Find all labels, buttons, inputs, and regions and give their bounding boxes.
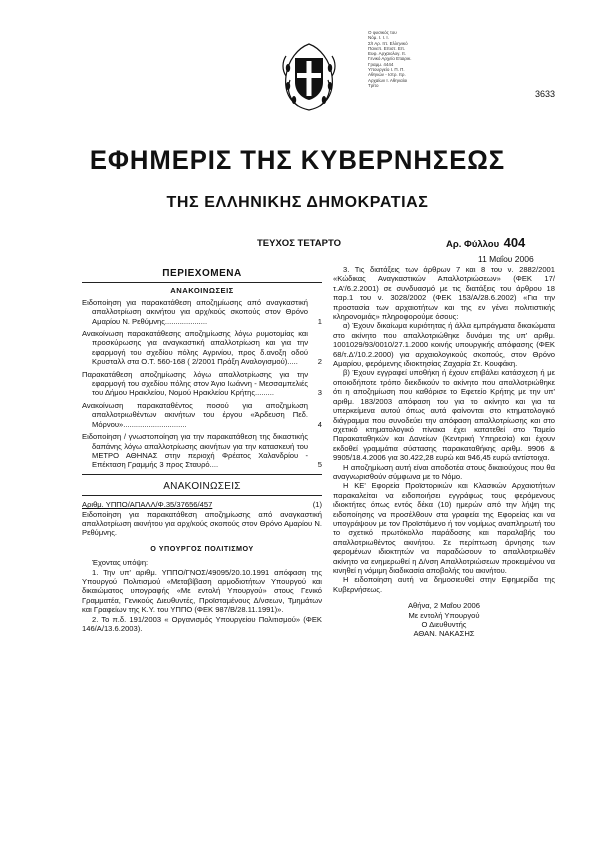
notice-heading: ΑΝΑΚΟΙΝΩΣΕΙΣ (163, 480, 241, 492)
notice-ref-index: (1) (312, 500, 322, 510)
having-regard: Έχοντας υπόψη: (92, 558, 149, 568)
toc-heading: ΠΕΡΙΕΧΟΜΕΝΑ (162, 268, 242, 279)
sheet-number: 404 (503, 235, 526, 250)
toc-item[interactable]: Ανακοίνωση παρακατάθεσης αποζημίωσης λόγω ρυμοτομίας και προσκύρωσης για αναγκαστική απαλλοτρίωση και για την εφαρμογή του σχεδίου πόλης Αγρινίου, προς δ.ανοξη οδού Κρυσταλλ στα Ο.Τ. 560-168 ( 2/2001 Πράξη Αναλογισμού)..... 2 (82, 329, 322, 367)
gazette-masthead: ΕΦΗΜΕΡΙΣ ΤΗΣ ΚΥΒΕΡΝΗΣΕΩΣ (89, 145, 506, 175)
signature-place-date: Αθήνα, 2 Μαΐου 2006 (407, 601, 481, 611)
issue-part: ΤΕΥΧΟΣ ΤΕΤΑΡΤΟ (257, 238, 341, 249)
right-paragraph: Η ειδοποίηση αυτή να δημοσιευθεί στην Εφημερίδα της Κυβερνήσεως. (333, 575, 555, 594)
signature-block (333, 601, 555, 639)
minister-heading: Ο ΥΠΟΥΡΓΟΣ ΠΟΛΙΤΙΣΜΟΥ (150, 543, 254, 553)
national-emblem (280, 40, 338, 112)
toc-item[interactable]: Ειδοποίηση για παρακατάθεση αποζημίωσης από αναγκαστική απαλλοτρίωση ακινήτου για αρχ/κούς σκοπούς στον Θρόνο Αμαρίου Ν. Ρεθύμνης.................... 1 (82, 297, 322, 326)
right-paragraph: α) Έχουν δικαίωμα κυριότητας ή άλλα εμπράγματα δικαιώματα στο ακίνητο που απαλλοτριώθηκε δυνάμει της υπ' αριθμ. 1001029/93/0010/27.1.2000 κοινής υπουργικής απόφασης (ΦΕΚ 68/τ.Δ'/10.2.2000) για αρχαιολογικούς σκοπούς, στον Θρόνο Αμαρίου, φερόμενης ιδιοκτησίας Ζαχαρία Στ. Κουφάκη. (333, 321, 555, 369)
right-paragraph: Η ΚΕ' Εφορεία Προϊστορικών και Κλασικών Αρχαιοτήτων παρακαλείται να ειδοποιήσει εγγράφως τους φερόμενους ιδιοκτήτες όπως εντός δέκα (10) ημερών από την λήψη της ειδοποίησης να προσέλθουν στα γραφεία της Εφορείας και να υπογράψουν με τον Προϊστάμενο ή τον νομίμως αναπληρωτή του το σχετικό πρωτόκολλο παράδοσης και παραλαβής του απαλλοτριωθέντος ακινήτου. Σε περίπτωση άρνησης των φερομένων ιδιοκτητών να παραδώσουν το απαλλοτριωθέν ακίνητο να ενημερωθεί η Δ/νση Απαλλοτριώσεων προκειμένου να κινηθεί η νόμιμη διαδικασία αποβολής του ακινήτου. (333, 481, 555, 575)
left-paragraph: 1. Την υπ' αριθμ. ΥΠΠΟ/ΓΝΟΣ/49095/20.10.1991 απόφαση της Υπουργού Πολιτισμού «Μεταβίβαση αρμοδιοτήτων Υπουργού και δικαιώματος υπογραφής «Με εντολή Υπουργού» στους Γενικό Γραμματέα, Γενικούς Διευθυντές, Προϊσταμένους Δ/νσεων, Τμημάτων και Γραφείων της Κ.Υ. του ΥΠΠΟ (ΦΕΚ 987/Β/28.11.1991)». (82, 567, 322, 615)
left-paragraph: 2. Το π.δ. 191/2003 « Οργανισμός Υπουργείου Πολιτισμού» (ΦΕΚ 146/Α/13.6.2003). (82, 614, 322, 633)
toc-section: ΑΝΑΚΟΙΝΩΣΕΙΣ (170, 286, 234, 296)
notice-ref (82, 500, 322, 509)
signature-name: ΑΘΑΝ. ΝΑΚΑΣΗΣ (413, 629, 475, 639)
signature-title: Ο Διευθυντής (421, 620, 467, 630)
sheet-label: Αρ. Φύλλου (446, 239, 500, 250)
page-number: 3633 (535, 89, 556, 99)
issue-date: 11 Μαΐου 2006 (478, 254, 534, 264)
toc-item[interactable]: Ανακοίνωση παρακαταθέντος ποσού για αποζημίωση απαλλοτριωθέντων ακινήτων του έργου «Άρδευση Πεδ. Μόρνου».............................. 4 (82, 400, 322, 429)
toc-end-rule (82, 474, 322, 475)
notice-rule (82, 495, 322, 496)
gazette-subtitle: ΤΗΣ ΕΛΛΗΝΙΚΗΣ ΔΗΜΟΚΡΑΤΙΑΣ (166, 194, 429, 211)
toc-rule (82, 282, 322, 283)
toc-item[interactable]: Ειδοποίηση / γνωστοποίηση για την παρακατάθεση της δικαστικής δαπάνης λόγω απαλλοτρίωσης ακινήτων για την κατασκευή του ΜΕΤΡΟ ΑΘΗΝΑΣ στην περιοχή Φρέατος Χαλανδρίου - Επέκταση Γραμμής 3 προς Σταυρό.... 5 (82, 432, 322, 470)
notice-ref-number: Αριθμ. ΥΠΠΟ/ΑΠΑΛΛ/Φ.35/37656/457 (82, 500, 213, 510)
right-column (333, 265, 555, 639)
right-paragraph: Η αποζημίωση αυτή είναι αποδοτέα στους δικαιούχους που θα αναγνωρισθούν σύμφωνα με το Νόμο. (333, 462, 555, 481)
right-paragraph: β) Έχουν εγγραφεί υποθήκη ή έχουν επιβάλει κατάσχεση ή με οποιοδήποτε τρόπο διεκδικούν το ακίνητο που απαλλοτριώθηκε ότι η αποζημίωση που καθόρισε το Εφετείο Κρήτης με την υπ' αριθμ. 183/2003 απόφαση του για το ακίνητο και για τα υπερκείμενα αυτού όπως αυτά φαίνονται στο κτηματολογικό διάγραμμα που συνοδεύει την απόφαση απαλλοτρίωσης και στο σχετικό κτηματολογικό πίνακα έχει κατατεθεί στο Ταμείο Παρακαταθηκών και Δανείων (Κεντρική Υπηρεσία) και έχουν εκδοθεί γραμμάτια σύστασης παρακαταθήκης αριθμ. 9906 & 9905/18.4.2006 για 30.422,28 ευρώ και 946,45 ευρώ αντίστοιχα. (333, 368, 555, 463)
signature-authority: Με εντολή Υπουργού (408, 610, 480, 620)
left-column (82, 265, 322, 633)
sheet-number-label (446, 234, 525, 252)
toc-item[interactable]: Παρακατάθεση αποζημίωσης λόγω απαλλοτρίωσης για την εφαρμογή του σχεδίου πόλης στον Άγιο Ιωάννη - Μεσσαμπελιές του Δήμου Ηρακλείου, Νομού Ηρακλείου Κρήτης......... 3 (82, 369, 322, 398)
notice-title: Ειδοποίηση για παρακατάθεση αποζημίωσης από αναγκαστική απαλλοτρίωση ακινήτου για αρχ/κούς σκοπούς στον Θρόνο Αμαρίου Ν. Ρεθύμνης. (82, 509, 322, 538)
right-paragraph: 3. Τις διατάξεις των άρθρων 7 και 8 του ν. 2882/2001 «Κώδικας Αναγκαστικών Απαλλοτριώσεων» (ΦΕΚ 17/τ.Α'/6.2.2001) σε συνδυασμό με τις διατάξεις του άρθρου 18 παρ.1 του ν. 3028/2002 (ΦΕΚ 153/Α/28.6.2002) «Για την προστασία των αρχαιοτήτων και της εν γένει πολιτιστικής κληρονομιάς» πληροφορούμε όσους: (333, 265, 555, 322)
emblem-caption: Ο φυσικός του Νόμ. Ι. Ι. Ι. Σ/Ι Αρ. Ιττ. Ελληνικό Πανεπ. Επιστ. Επ. Ευφ. Αρχαιολογ. Ιτ. Γενικό Αρχείο Εταιρικ. Γραμμ. 4444 Υπουργείο Ι. Π. Π. Αθηνών - Ιστρ. Ιτρ. Αρχαίων Ι. Αθηναίοι Τρίτο (368, 30, 412, 88)
